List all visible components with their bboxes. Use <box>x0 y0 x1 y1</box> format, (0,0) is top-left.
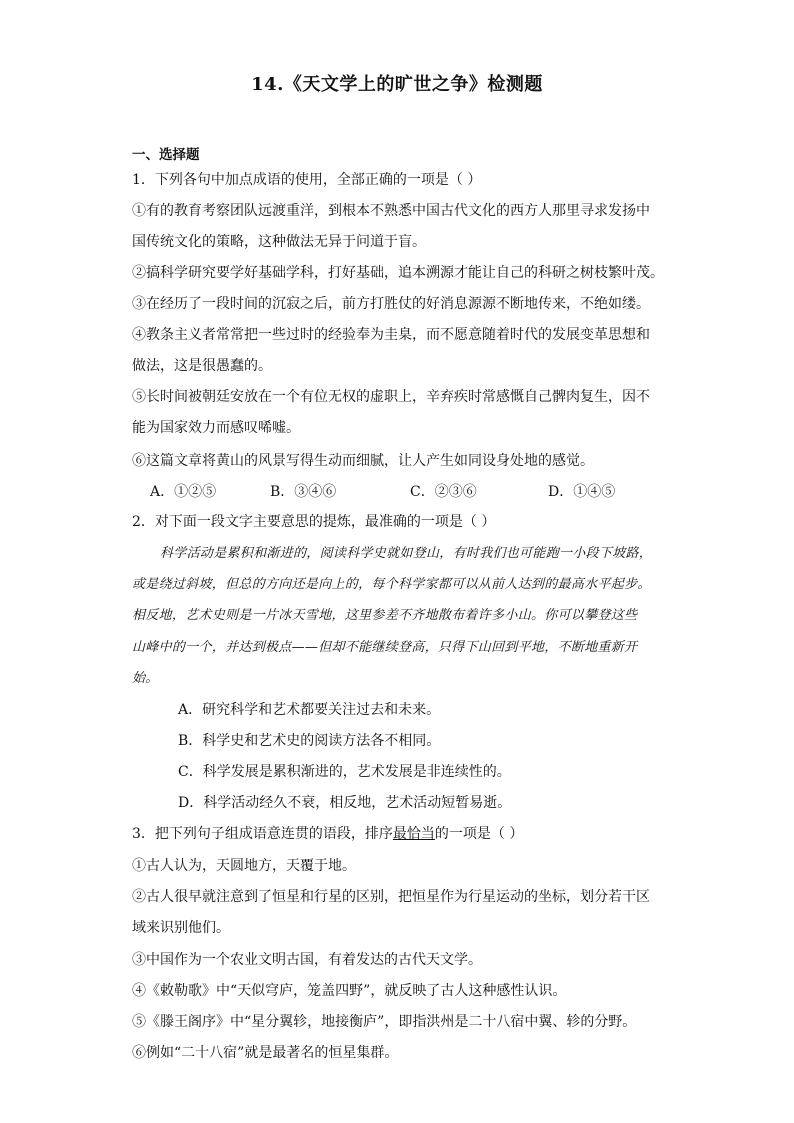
question-1-line: 国传统文化的策略，这种做法无异于问道于盲。 <box>132 234 426 250</box>
option-a[interactable]: A．研究科学和艺术都要关注过去和未来。 <box>178 702 441 718</box>
question-3-line: ④《敕勒歌》中“天似穹庐，笼盖四野”，就反映了古人这种感性认识。 <box>132 983 567 999</box>
page-title: 14.《天文学上的旷世之争》检测题 <box>251 74 543 95</box>
question-2-stem: 2．对下面一段文字主要意思的提炼，最准确的一项是（ ） <box>132 514 496 530</box>
question-3-line: 域来识别他们。 <box>132 920 230 936</box>
question-1-line: 能为国家效力而感叹唏嘘。 <box>132 420 300 436</box>
passage-line: 始。 <box>132 671 159 686</box>
option-c[interactable]: C．科学发展是累积渐进的，艺术发展是非连续性的。 <box>178 764 511 780</box>
question-1-line: ⑥这篇文章将黄山的风景写得生动而细腻，让人产生如同设身处地的感觉。 <box>132 453 594 469</box>
question-1-options <box>0 481 794 503</box>
option-b[interactable]: B．科学史和艺术史的阅读方法各不相同。 <box>178 733 441 749</box>
question-3-line: ⑥例如“二十八宿”就是最著名的恒星集群。 <box>132 1045 399 1061</box>
question-3-stem <box>132 824 523 844</box>
stem-text: 的一项是（ ） <box>434 826 524 842</box>
question-1-line: ④教条主义者常常把一些过时的经验奉为圭臬，而不愿意随着时代的发展变革思想和 <box>132 327 650 343</box>
question-1-line: ③在经历了一段时间的沉寂之后，前方打胜仗的好消息源源不断地传来，不绝如缕。 <box>132 296 650 312</box>
question-1-line: ⑤长时间被朝廷安放在一个有位无权的虚职上，辛弃疾时常感慨自己髀肉复生，因不 <box>132 389 650 405</box>
question-3-line: ⑤《滕王阁序》中“星分翼轸，地接衡庐”，即指洪州是二十八宿中翼、轸的分野。 <box>132 1014 637 1030</box>
option-a[interactable]: A．①②⑤ <box>150 484 217 500</box>
question-1-line: ①有的教育考察团队远渡重洋，到根本不熟悉中国古代文化的西方人那里寻求发扬中 <box>132 203 650 219</box>
stem-text: 3．把下列句子组成语意连贯的语段，排序 <box>132 826 393 842</box>
question-1-stem: 1．下列各句中加点成语的使用，全部正确的一项是（ ） <box>132 172 482 188</box>
question-1-line: 做法，这是很愚蠢的。 <box>132 358 272 374</box>
question-1-line: ②搞科学研究要学好基础学科，打好基础，追本溯源才能让自己的科研之树枝繁叶茂。 <box>132 265 664 281</box>
passage-line: 科学活动是累积和渐进的，阅读科学史就如登山，有时我们也可能跑一小段下坡路， <box>160 546 653 561</box>
option-c[interactable]: C．②③⑥ <box>410 484 477 500</box>
underlined-phrase: 最恰当 <box>392 826 435 842</box>
passage-line: 山峰中的一个，并达到极点——但却不能继续登高，只得下山回到平地，不断地重新开 <box>132 640 638 655</box>
question-3-line: ②古人很早就注意到了恒星和行星的区别，把恒星作为行星运动的坐标，划分若干区 <box>132 889 650 905</box>
option-d[interactable]: D．科学活动经久不衰，相反地，艺术活动短暂易逝。 <box>178 795 512 811</box>
option-d[interactable]: D．①④⑤ <box>548 484 616 500</box>
passage-line: 相反地，艺术史则是一片冰天雪地，这里参差不齐地散布着许多小山。你可以攀登这些 <box>132 608 638 623</box>
passage-line: 或是绕过斜坡，但总的方向还是向上的，每个科学家都可以从前人达到的最高水平起步。 <box>132 577 651 592</box>
option-b[interactable]: B．③④⑥ <box>270 484 337 500</box>
question-3-line: ①古人认为，天圆地方，天覆于地。 <box>132 858 356 874</box>
section-heading: 一、选择题 <box>132 147 200 163</box>
question-3-line: ③中国作为一个农业文明古国，有着发达的古代天文学。 <box>132 952 482 968</box>
